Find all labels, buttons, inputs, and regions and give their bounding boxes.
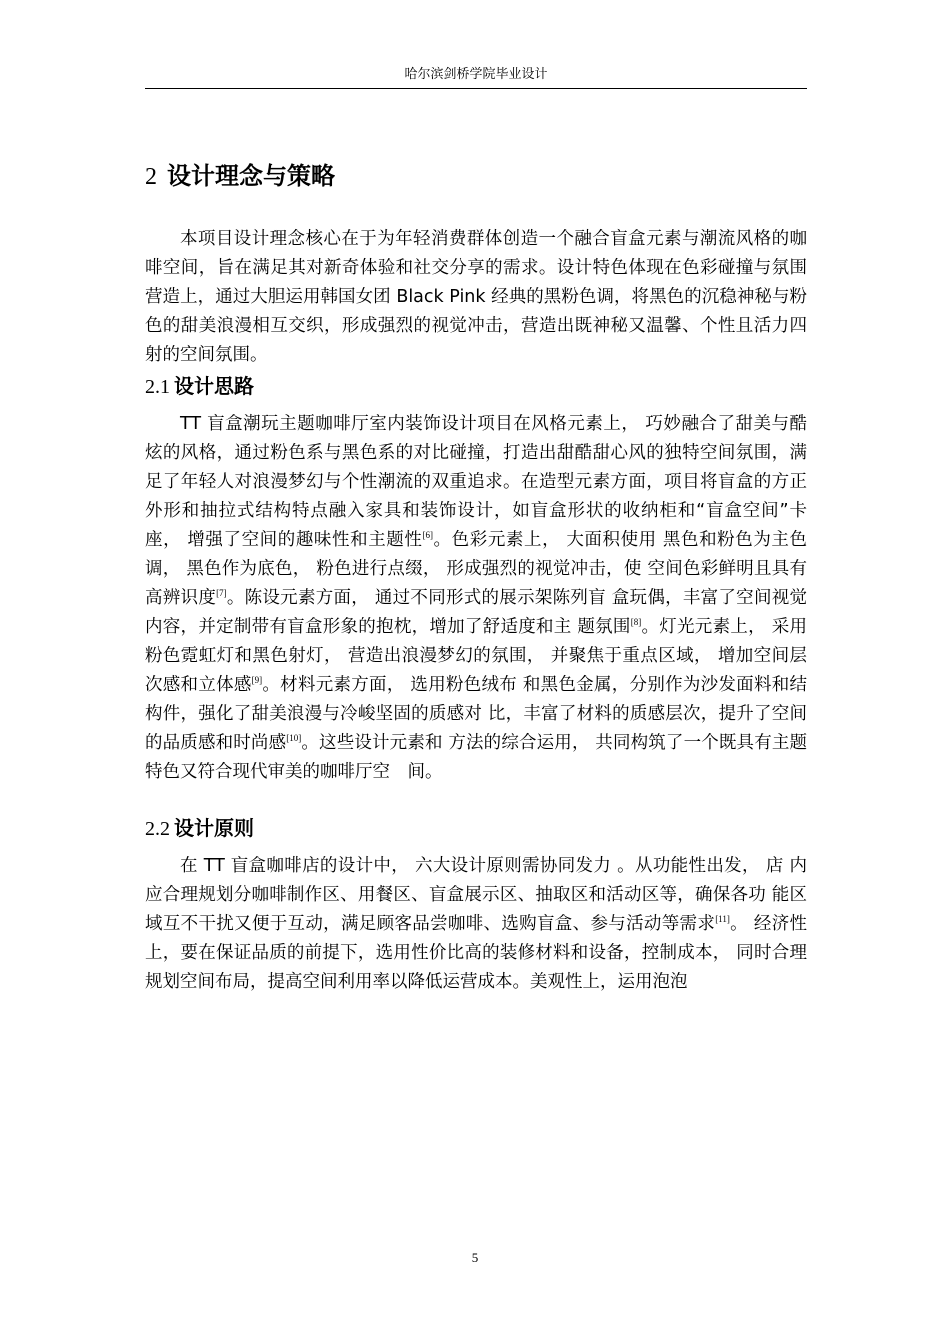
citation-11: [11] [715,914,730,924]
citation-9: [9] [251,675,263,685]
section-2-1-title: 设计思路 [174,374,254,398]
principles-text-1: 在 TT 盲盒咖啡店的设计中， 六大设计原则需协同发力 。从功能性出发， 店 内应合理规划分咖啡制作区、用餐区、盲盒展示区、抽取区和活动区等，确保各功 能区域互不干扰又便于互动，满足顾客品尝咖啡、选购盲盒、参与活动等需求 [145,856,807,934]
approach-text-4: 。灯光元素上， 采用粉色霓虹灯和黑色射灯， 营造出浪漫梦幻的氛围， 并聚焦于重点区域， 增加空间层次感和立体感 [145,617,808,695]
chapter-title: 设计理念与策略 [167,162,335,190]
approach-text-2: 。色彩元素上， 大面积使用 黑色和粉色为主色调， 黑色作为底色， 粉色进行点缀， 形成强烈的视觉冲击，使 空间色彩鲜明且具有高辨识度 [145,530,808,608]
section-2-2-number: 2.2 [145,818,170,840]
section-2-1-heading [145,372,254,401]
citation-7: [7] [216,588,227,598]
principles-text-2: 。 经济性上，要在保证品质的前提下，选用性价比高的装修材料和设备，控制成本， 同时合理规划空间布局，提高空间利用率以降低运营成本。美观性上，运用泡泡 [145,914,808,992]
approach-text-6: 。这些设计元素和 方法的综合运用， 共同构筑了一个既具有主题特色又符合现代审美的咖啡厅空 间。 [145,733,808,782]
design-principles-paragraph [145,852,807,997]
citation-6: [6] [422,530,433,540]
section-2-1-number: 2.1 [145,376,170,398]
intro-paragraph: 本项目设计理念核心在于为年轻消费群体创造一个融合盲盒元素与潮流风格的咖啡空间，旨在满足其对新奇体验和社交分享的需求。设计特色体现在色彩碰撞与氛围营造上，通过大胆运用韩国女团 Black Pink 经典的黑粉色调，将黑色的沉稳神秘与粉色的甜美浪漫相互交织，形成强烈的视觉冲击，营造出既神秘又温馨、个性且活力四射的空间氛围。 [145,229,807,365]
citation-8: [8] [630,617,642,627]
citation-10: [10] [286,733,302,743]
design-approach-paragraph [145,410,807,787]
section-2-2-heading [145,814,254,843]
section-2-2-title: 设计原则 [174,816,254,840]
chapter-number: 2 [145,164,157,190]
approach-text-1: TT 盲盒潮玩主题咖啡厅室内装饰设计项目在风格元素上， 巧妙融合了甜美与酷炫的风格，通过粉色系与黑色系的对比碰撞，打造出甜酷甜心风的独特空间氛围，满足了年轻人对浪漫梦幻与个性潮流的双重追求。在造型元素方面，项目将盲盒的方正外形和抽拉式结构特点融入家具和装饰设计，如盲盒形状的收纳柜和“盲盒空间”卡座， 增强了空间的趣味性和主题性 [145,414,807,550]
chapter-heading [145,161,335,192]
page-header: 哈尔滨剑桥学院毕业设计 [404,67,548,82]
approach-text-3: 。陈设元素方面， 通过不同形式的展示架陈列盲 盒玩偶，丰富了空间视觉内容，并定制带有盲盒形象的抱枕，增加了舒适度和主 题氛围 [145,588,807,637]
header-divider [145,88,807,89]
approach-text-5: 。材料元素方面， 选用粉色绒布 和黑色金属，分别作为沙发面料和结构件，强化了甜美浪漫与冷峻坚固的质感对 比，丰富了材料的质感层次，提升了空间的品质感和时尚感 [145,675,808,753]
page-number: 5 [471,1250,479,1265]
